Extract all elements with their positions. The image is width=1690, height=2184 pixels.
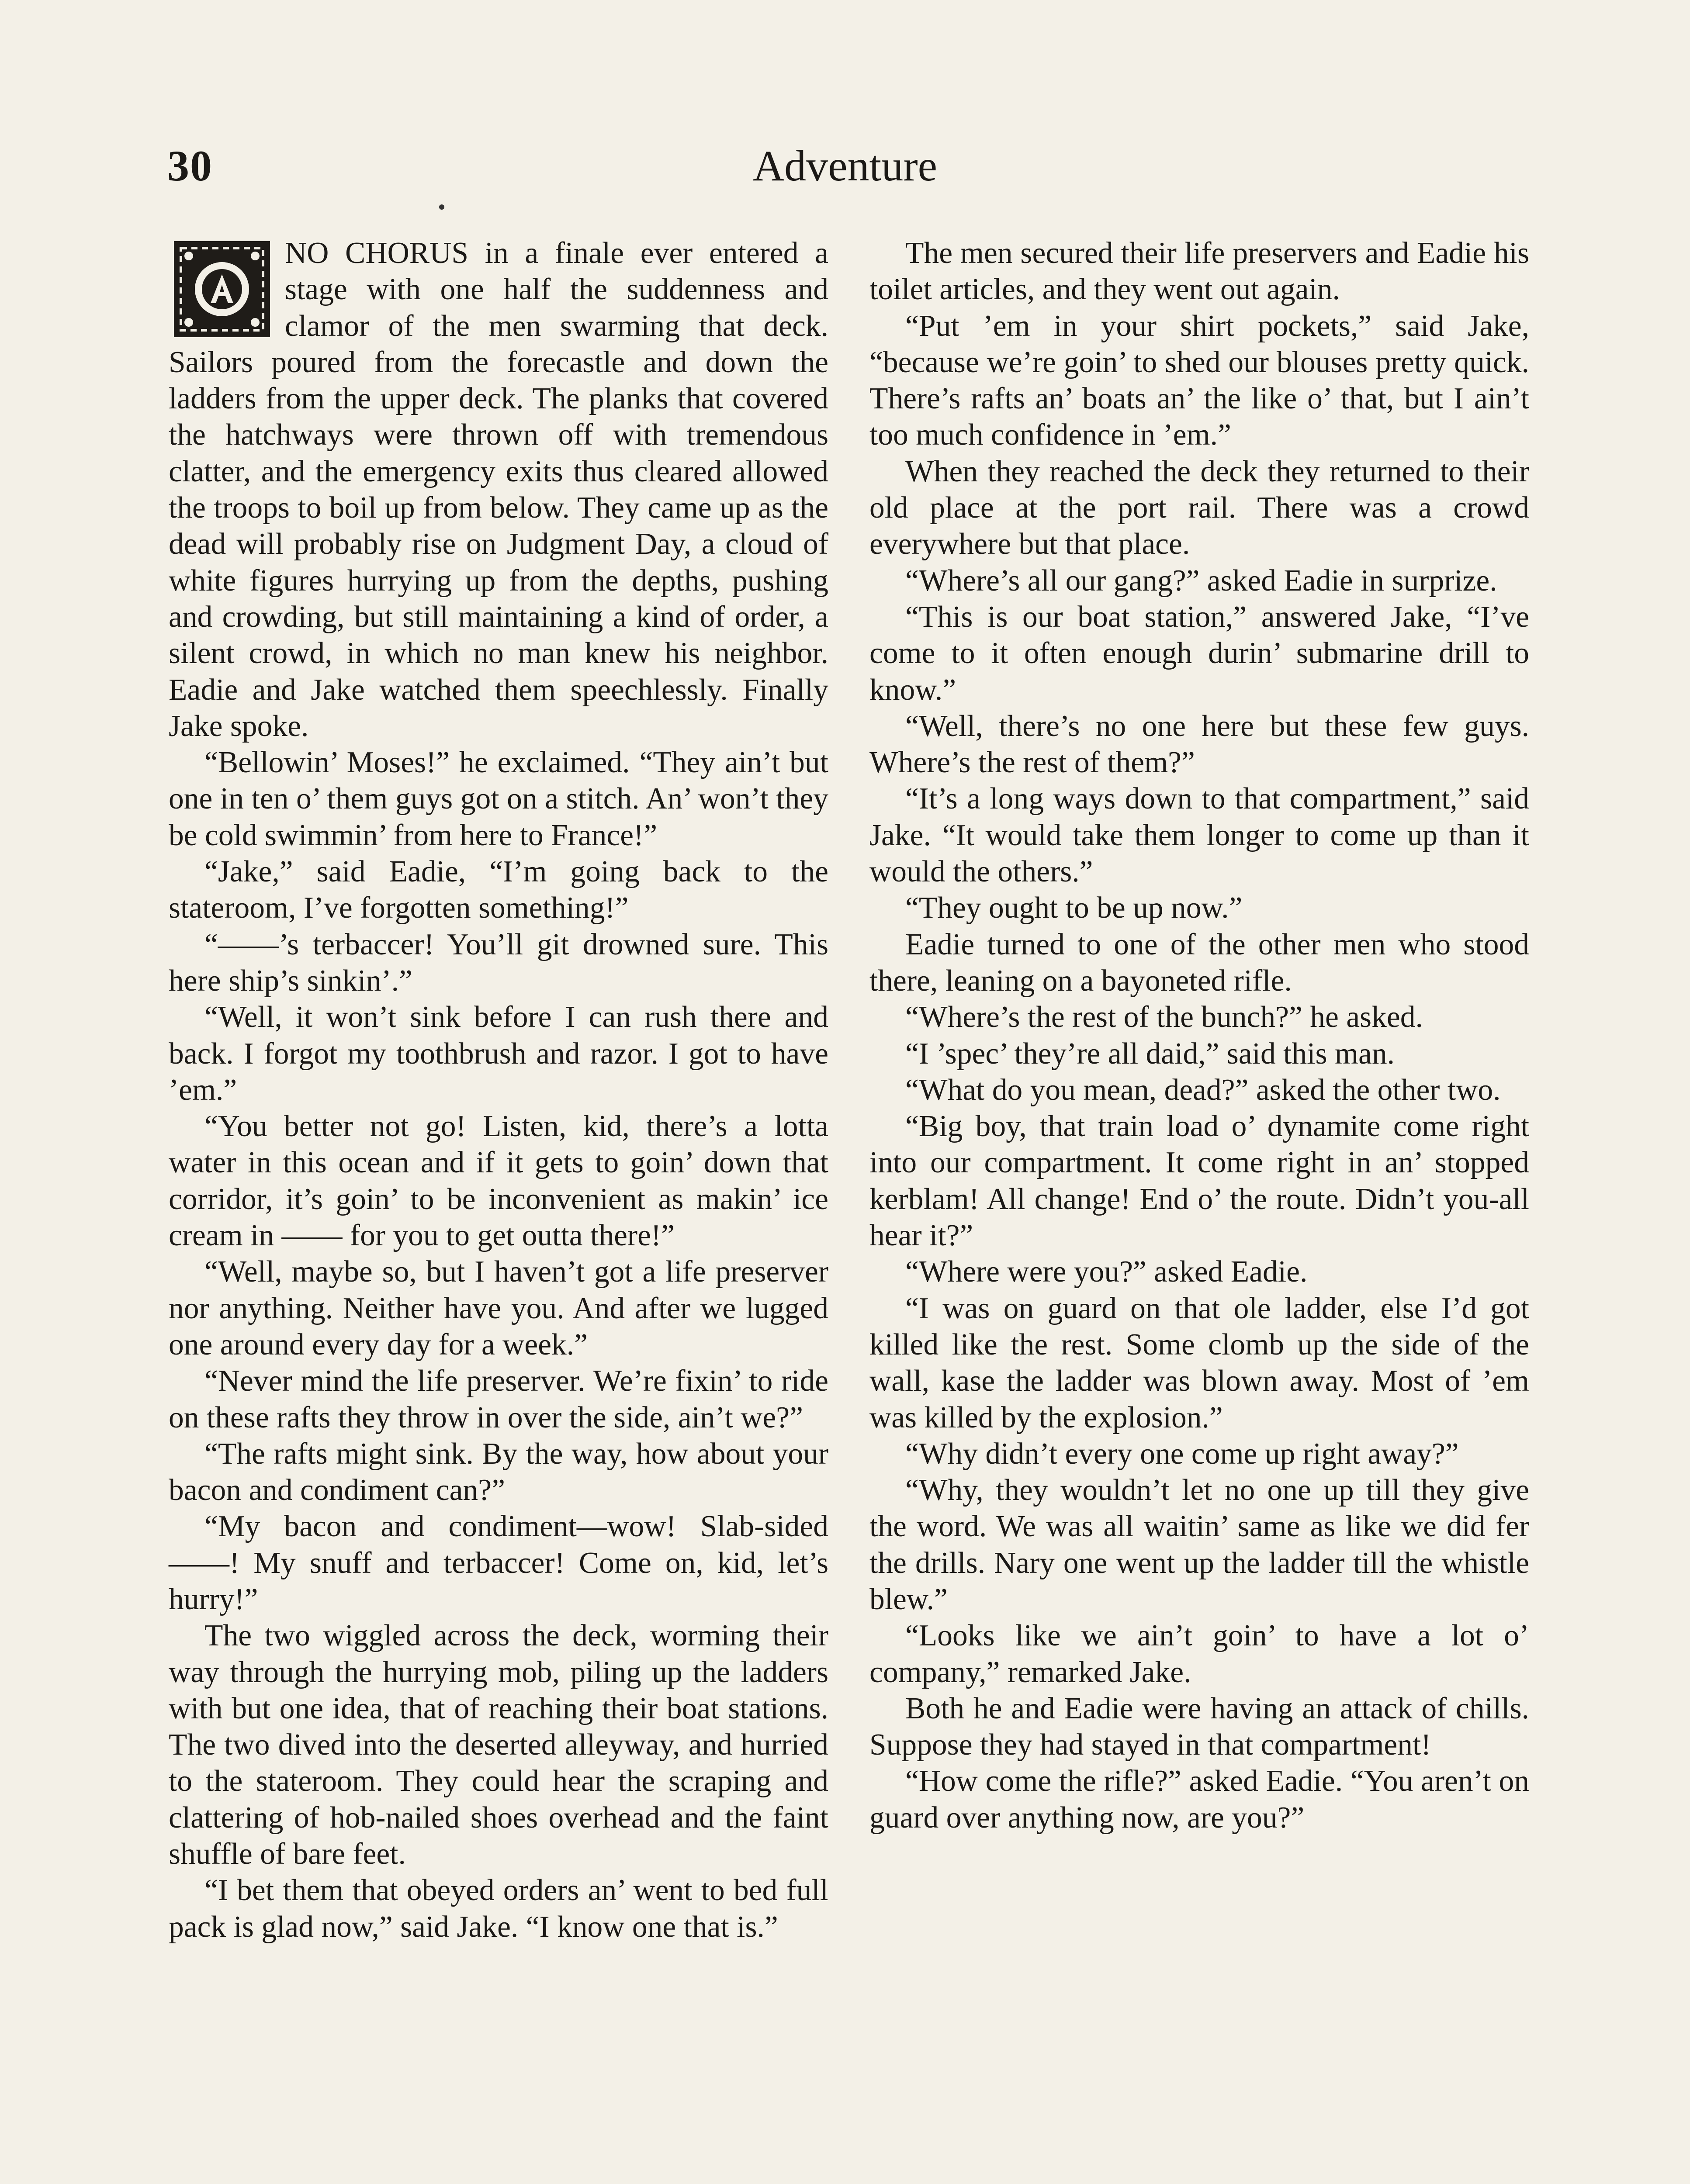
paragraph: “Why didn’t every one come up right away?” [905,1437,1459,1471]
printer-dot [439,204,444,210]
paragraph: “You better not go! Listen, kid, there’s a lotta water in this ocean and if it gets to goin’ down that corridor, it’s goin’ to be inconvenient as makin’ ice cream in —— for you to get outta there!” [169,1109,828,1253]
paragraph: Eadie turned to one of the other men who stood there, leaning on a bayoneted rifle. [869,927,1529,998]
paragraph: “Never mind the life preserver. We’re fixin’ to ride on these rafts they throw in over the side, ain’t we?” [169,1364,828,1434]
paragraph: “This is our boat station,” answered Jake, “I’ve come to it often enough durin’ submarine drill to know.” [869,600,1529,707]
ornamental-initial-a-icon [169,238,275,340]
paragraph: “Looks like we ain’t goin’ to have a lot o’ company,” remarked Jake. [869,1619,1529,1689]
paragraph: “Why, they wouldn’t let no one up till they give the word. We was all waitin’ same as like we did fer the drills. Nary one went up the ladder till the whistle blew.” [869,1473,1529,1616]
paragraph: The men secured their life preservers and Eadie his toilet articles, and they went out again. [869,236,1529,307]
paragraph: Both he and Eadie were having an attack of chills. Suppose they had stayed in that compartment! [869,1691,1529,1762]
paragraph: “Jake,” said Eadie, “I’m going back to the stateroom, I’ve forgotten something!” [169,855,828,925]
running-head-title: Adventure [752,142,938,190]
paragraph: “They ought to be up now.” [905,891,1243,925]
paragraph: “Where’s the rest of the bunch?” he asked. [905,1000,1423,1034]
right-column [869,235,1529,1836]
paragraph: “I was on guard on that ole ladder, else I’d got killed like the rest. Some clomb up the side of the wall, kase the ladder was blown away. Most of ’em was killed by the explosion.” [869,1291,1529,1434]
paragraph: “Well, it won’t sink before I can rush there and back. I forgot my toothbrush and razor. I got to have ’em.” [169,1000,828,1107]
paragraph: “Where’s all our gang?” asked Eadie in surprize. [905,563,1497,598]
paragraph: “My bacon and condiment—wow! Slab-sided ——! My snuff and terbaccer! Come on, kid, let’s hurry!” [169,1510,828,1616]
paragraph: “Where were you?” asked Eadie. [905,1255,1308,1289]
left-column [169,235,828,1945]
paragraph: The two wiggled across the deck, worming their way through the hurrying mob, piling up the ladders with but one idea, that of reaching their boat stations. The two dived into the deserted alleyway, and hurried to the stateroom. They could hear the scraping and clattering of hob-nailed shoes overhead and the faint shuffle of bare feet. [169,1619,828,1871]
paragraph: “I ’spec’ they’re all daid,” said this man. [905,1037,1395,1071]
paragraph: “The rafts might sink. By the way, how about your bacon and condiment can?” [169,1437,828,1507]
paragraph: “What do you mean, dead?” asked the other two. [905,1073,1501,1107]
paragraph: “Well, maybe so, but I haven’t got a life preserver nor anything. Neither have you. And after we lugged one around every day for a week.” [169,1255,828,1362]
paragraph: “I bet them that obeyed orders an’ went to bed full pack is glad now,” said Jake. “I know one that is.” [169,1873,828,1944]
paragraph: “How come the rifle?” asked Eadie. “You aren’t on guard over anything now, are you?” [869,1764,1529,1835]
paragraph: “Put ’em in your shirt pockets,” said Jake, “because we’re goin’ to shed our blouses pretty quick. There’s rafts an’ boats an’ the like o’ that, but I ain’t too much confidence in ’em.” [869,309,1529,452]
paragraph: NO CHORUS in a finale ever entered a stage with one half the suddenness and clamor of the men swarming that deck. Sailors poured from the forecastle and down the ladders from the upper deck. The planks that covered the hatchways were thrown off with tremendous clatter, and the emergency exits thus cleared allowed the troops to boil up from below. They came up as the dead will probably rise on Judgment Day, a cloud of white figures hurrying up from the depths, pushing and crowding, but still maintaining a kind of order, a silent crowd, in which no man knew his neighbor. Eadie and Jake watched them speechlessly. Finally Jake spoke. [169,236,828,743]
paragraph: “Bellowin’ Moses!” he exclaimed. “They ain’t but one in ten o’ them guys got on a stitch. An’ won’t they be cold swimmin’ from here to France!” [169,746,828,852]
paragraph: “Big boy, that train load o’ dynamite come right into our compartment. It come right in an’ stopped kerblam! All change! End o’ the route. Didn’t you-all hear it?” [869,1109,1529,1253]
paragraph: “It’s a long ways down to that compartment,” said Jake. “It would take them longer to come up than it would the others.” [869,782,1529,889]
paragraph: When they reached the deck they returned to their old place at the port rail. There was a crowd everywhere but that place. [869,454,1529,561]
paragraph: “——’s terbaccer! You’ll git drowned sure. This here ship’s sinkin’.” [169,927,828,998]
paragraph: “Well, there’s no one here but these few guys. Where’s the rest of them?” [869,709,1529,780]
page-number: 30 [167,142,213,190]
